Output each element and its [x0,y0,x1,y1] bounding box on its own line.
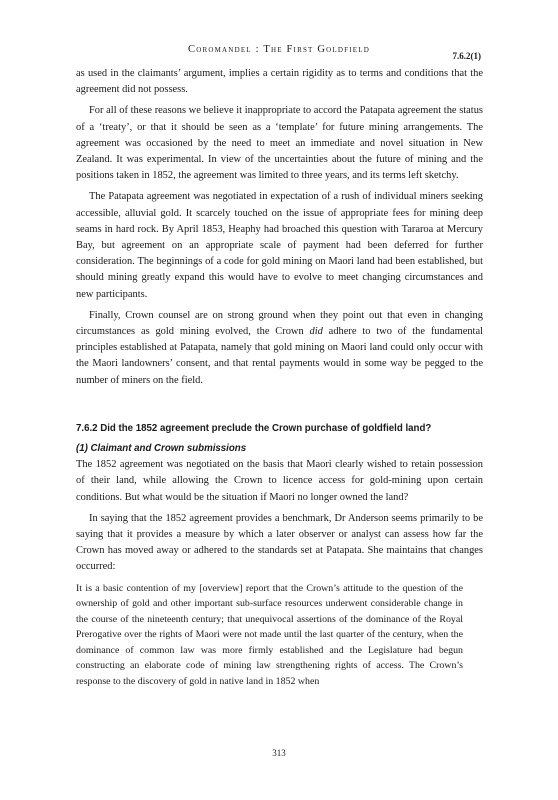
section-reference: 7.6.2(1) [452,51,481,61]
paragraph-text: adhere to two of the fundamental principles established at Patapata, namely that gold mining on Maori land could only occur with the Maori landowners’ consent, and that rental payments would in some way be pegged to the number of miners on the field. [76,326,483,386]
paragraph: The 1852 agreement was negotiated on the basis that Maori clearly wished to retain possession of their land, while allowing the Crown to licence access for gold-mining upon certain conditions. But what would be the situation if Maori no longer owned the land? [76,459,483,503]
subsection-heading: (1) Claimant and Crown submissions [76,443,247,455]
body-text [76,66,483,694]
emphasis-text: did [309,326,323,338]
block-quote: It is a basic contention of my [overview] report that the Crown’s attitude to the question of the ownership of gold and other important sub-surface resources underwent considerable change in the course of the nineteenth century; that unequivocal assertions of the dominance of the Royal Prerogative over the rights of Maori were not made until the last quarter of the century, when the dominance of common law was more firmly established and the Legislature had begun constructing an elaborate code of mining law strengthening rights of access. The Crown’s response to the discovery of gold in native land in 1852 when [76,582,463,687]
paragraph: For all of these reasons we believe it inappropriate to accord the Patapata agreement the status of a ‘treaty’, or that it should be seen as a ‘template’ for future mining arrangements. The agreement was occasioned by the need to meet an immediate and novel situation in New Zealand. It was experimental. In view of the uncertainties about the future of mining and the positions taken in 1852, the agreement was limited to three years, and its terms left sketchy. [76,105,483,182]
page-number: 313 [272,748,286,758]
paragraph: The Patapata agreement was negotiated in expectation of a rush of individual miners seeking accessible, alluvial gold. It scarcely touched on the issue of appropriate fees for mining deep seams in hard rock. By April 1853, Heaphy had broached this question with Tararoa at Mercury Bay, but agreement on an appropriate scale of payment had been deferred for further consideration. The beginnings of a code for gold mining on Maori land had been established, but should mining greatly expand this would have to evolve to meet changing circumstances and new participants. [76,191,483,300]
paragraph: as used in the claimants’ argument, implies a certain rigidity as to terms and conditions that the agreement did not possess. [76,68,483,96]
paragraph-final [76,308,483,389]
paragraph: In saying that the 1852 agreement provides a benchmark, Dr Anderson seems primarily to be saying that it provides a measure by which a later observer or analyst can assess how far the Crown has moved away or adhered to the standards set at Patapata. She maintains that changes occurred: [76,512,483,573]
paragraph-text: Finally, Crown counsel are on strong ground when they point out that even in changing circumstances as gold mining evolved, the Crown [76,309,483,338]
section-heading: 7.6.2 Did the 1852 agreement preclude the Crown purchase of goldfield land? [76,422,432,434]
running-head: Coromandel : The First Goldfield [188,44,370,55]
